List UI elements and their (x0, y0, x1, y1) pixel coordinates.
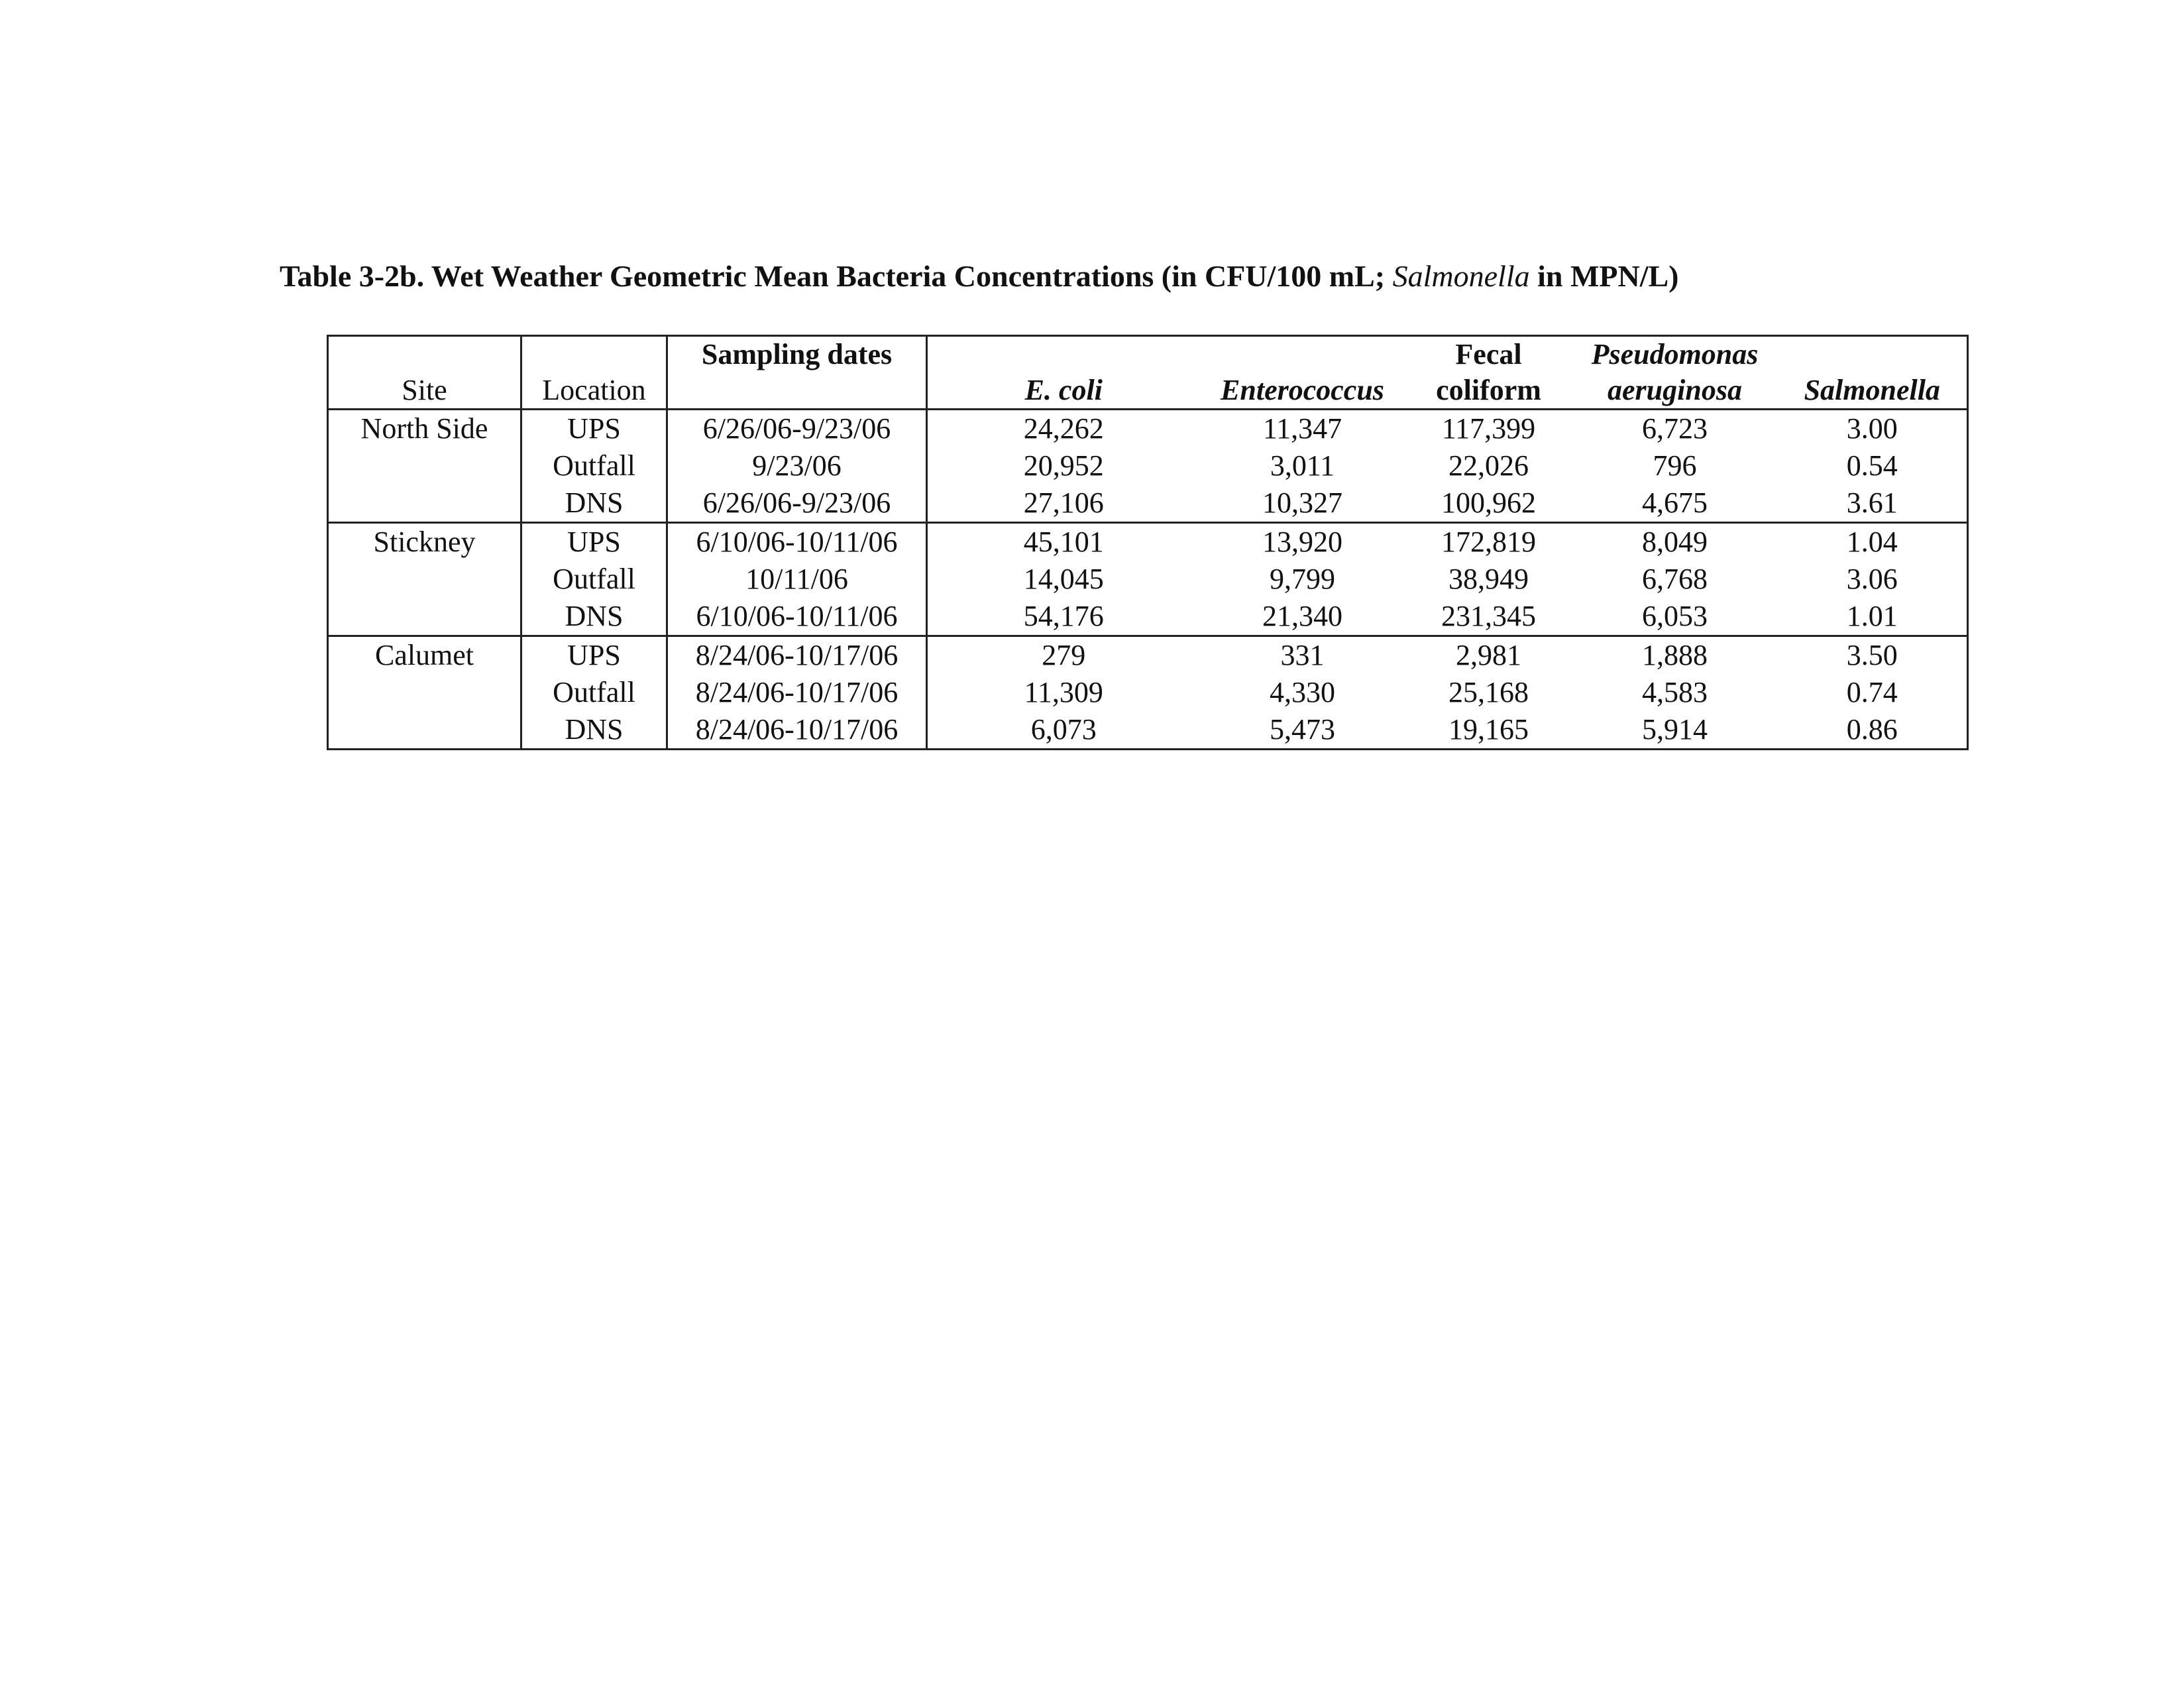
cell-pseudomonas: 8,049 (1642, 526, 1708, 558)
header-salmonella: Salmonella (1778, 336, 1968, 410)
table-row (328, 711, 1968, 750)
cell-sampling-dates: 6/10/06-10/11/06 (667, 598, 927, 636)
table-row (328, 561, 1968, 598)
cell-site: Stickney (328, 523, 521, 636)
cell-sampling-dates: 8/24/06-10/17/06 (667, 674, 927, 711)
cell-fecal: 231,345 (1405, 598, 1572, 636)
cell-sampling-dates: 10/11/06 (667, 561, 927, 598)
cell-pseudomonas: 796 (1653, 449, 1697, 482)
cell-ecoli: 14,045 (1023, 563, 1104, 595)
cell-salmonella: 3.50 (1846, 639, 1898, 671)
cell-location: Outfall (521, 447, 667, 484)
caption-tail-text: in MPN/L) (1529, 259, 1679, 293)
cell-enterococcus: 21,340 (1200, 598, 1405, 636)
cell-enterococcus: 331 (1280, 639, 1325, 671)
cell-ecoli: 20,952 (1023, 449, 1104, 482)
cell-fecal: 117,399 (1441, 412, 1536, 445)
header-site: Site (328, 336, 521, 410)
cell-sampling-dates: 6/26/06-9/23/06 (667, 410, 927, 448)
cell-fecal: 22,026 (1448, 449, 1529, 482)
cell-location: UPS (521, 523, 667, 561)
cell-sampling-dates: 6/26/06-9/23/06 (667, 484, 927, 523)
header-pseudomonas-line2: aeruginosa (1572, 372, 1778, 410)
cell-sampling-dates: 6/10/06-10/11/06 (667, 523, 927, 561)
table-row (328, 484, 1968, 523)
cell-ecoli: 54,176 (927, 598, 1200, 636)
cell-fecal: 25,168 (1448, 676, 1529, 708)
header-sampling-dates: Sampling dates (667, 336, 927, 410)
cell-salmonella: 1.01 (1778, 598, 1968, 636)
cell-salmonella: 3.06 (1846, 563, 1898, 595)
cell-sampling-dates: 8/24/06-10/17/06 (667, 711, 927, 750)
cell-pseudomonas: 6,053 (1572, 598, 1778, 636)
cell-fecal: 2,981 (1456, 639, 1521, 671)
cell-site: North Side (328, 410, 521, 523)
cell-enterococcus: 4,330 (1270, 676, 1335, 708)
cell-enterococcus: 5,473 (1200, 711, 1405, 750)
table-row (328, 410, 1968, 448)
header-enterococcus: Enterococcus (1200, 336, 1405, 410)
cell-ecoli: 279 (1042, 639, 1086, 671)
table-row (328, 598, 1968, 636)
cell-pseudomonas: 1,888 (1642, 639, 1708, 671)
cell-pseudomonas: 4,583 (1642, 676, 1708, 708)
cell-pseudomonas: 4,675 (1572, 484, 1778, 523)
cell-location: DNS (521, 711, 667, 750)
cell-sampling-dates: 9/23/06 (667, 447, 927, 484)
table-header (328, 336, 1968, 410)
header-ecoli: E. coli (927, 336, 1200, 410)
header-fecal-line1: Fecal (1455, 338, 1522, 370)
cell-salmonella: 0.74 (1846, 676, 1898, 708)
cell-pseudomonas: 5,914 (1572, 711, 1778, 750)
cell-salmonella: 0.86 (1778, 711, 1968, 750)
cell-ecoli: 6,073 (927, 711, 1200, 750)
cell-sampling-dates: 8/24/06-10/17/06 (667, 636, 927, 675)
cell-location: UPS (521, 636, 667, 675)
cell-fecal: 38,949 (1448, 563, 1529, 595)
cell-location: UPS (521, 410, 667, 448)
table-row (328, 636, 1968, 675)
cell-pseudomonas: 6,723 (1642, 412, 1708, 445)
cell-enterococcus: 11,347 (1262, 412, 1342, 445)
cell-ecoli: 27,106 (927, 484, 1200, 523)
cell-ecoli: 11,309 (1024, 676, 1103, 708)
table-row (328, 447, 1968, 484)
header-location: Location (521, 336, 667, 410)
caption-italic-text: Salmonella (1392, 259, 1530, 293)
cell-salmonella: 1.04 (1846, 526, 1898, 558)
cell-fecal: 100,962 (1405, 484, 1572, 523)
cell-location: DNS (521, 598, 667, 636)
table-caption (280, 258, 1679, 294)
cell-location: DNS (521, 484, 667, 523)
cell-salmonella: 0.54 (1846, 449, 1898, 482)
cell-salmonella: 3.00 (1846, 412, 1898, 445)
cell-site: Calumet (328, 636, 521, 750)
cell-fecal: 172,819 (1441, 526, 1536, 558)
cell-salmonella: 3.61 (1778, 484, 1968, 523)
cell-enterococcus: 3,011 (1270, 449, 1335, 482)
cell-pseudomonas: 6,768 (1642, 563, 1708, 595)
cell-ecoli: 24,262 (1023, 412, 1104, 445)
cell-enterococcus: 10,327 (1200, 484, 1405, 523)
cell-fecal: 19,165 (1405, 711, 1572, 750)
header-pseudomonas-line1: Pseudomonas (1591, 338, 1759, 370)
table-row (328, 674, 1968, 711)
cell-location: Outfall (521, 561, 667, 598)
caption-bold-text: Table 3-2b. Wet Weather Geometric Mean Bacteria Concentrations (in CFU/100 mL; (280, 259, 1393, 293)
cell-ecoli: 45,101 (1023, 526, 1104, 558)
cell-enterococcus: 13,920 (1262, 526, 1342, 558)
cell-enterococcus: 9,799 (1270, 563, 1335, 595)
table-row (328, 523, 1968, 561)
table-body (328, 410, 1968, 750)
cell-location: Outfall (521, 674, 667, 711)
header-fecal-line2: coliform (1405, 372, 1572, 410)
bacteria-table (327, 335, 1969, 750)
